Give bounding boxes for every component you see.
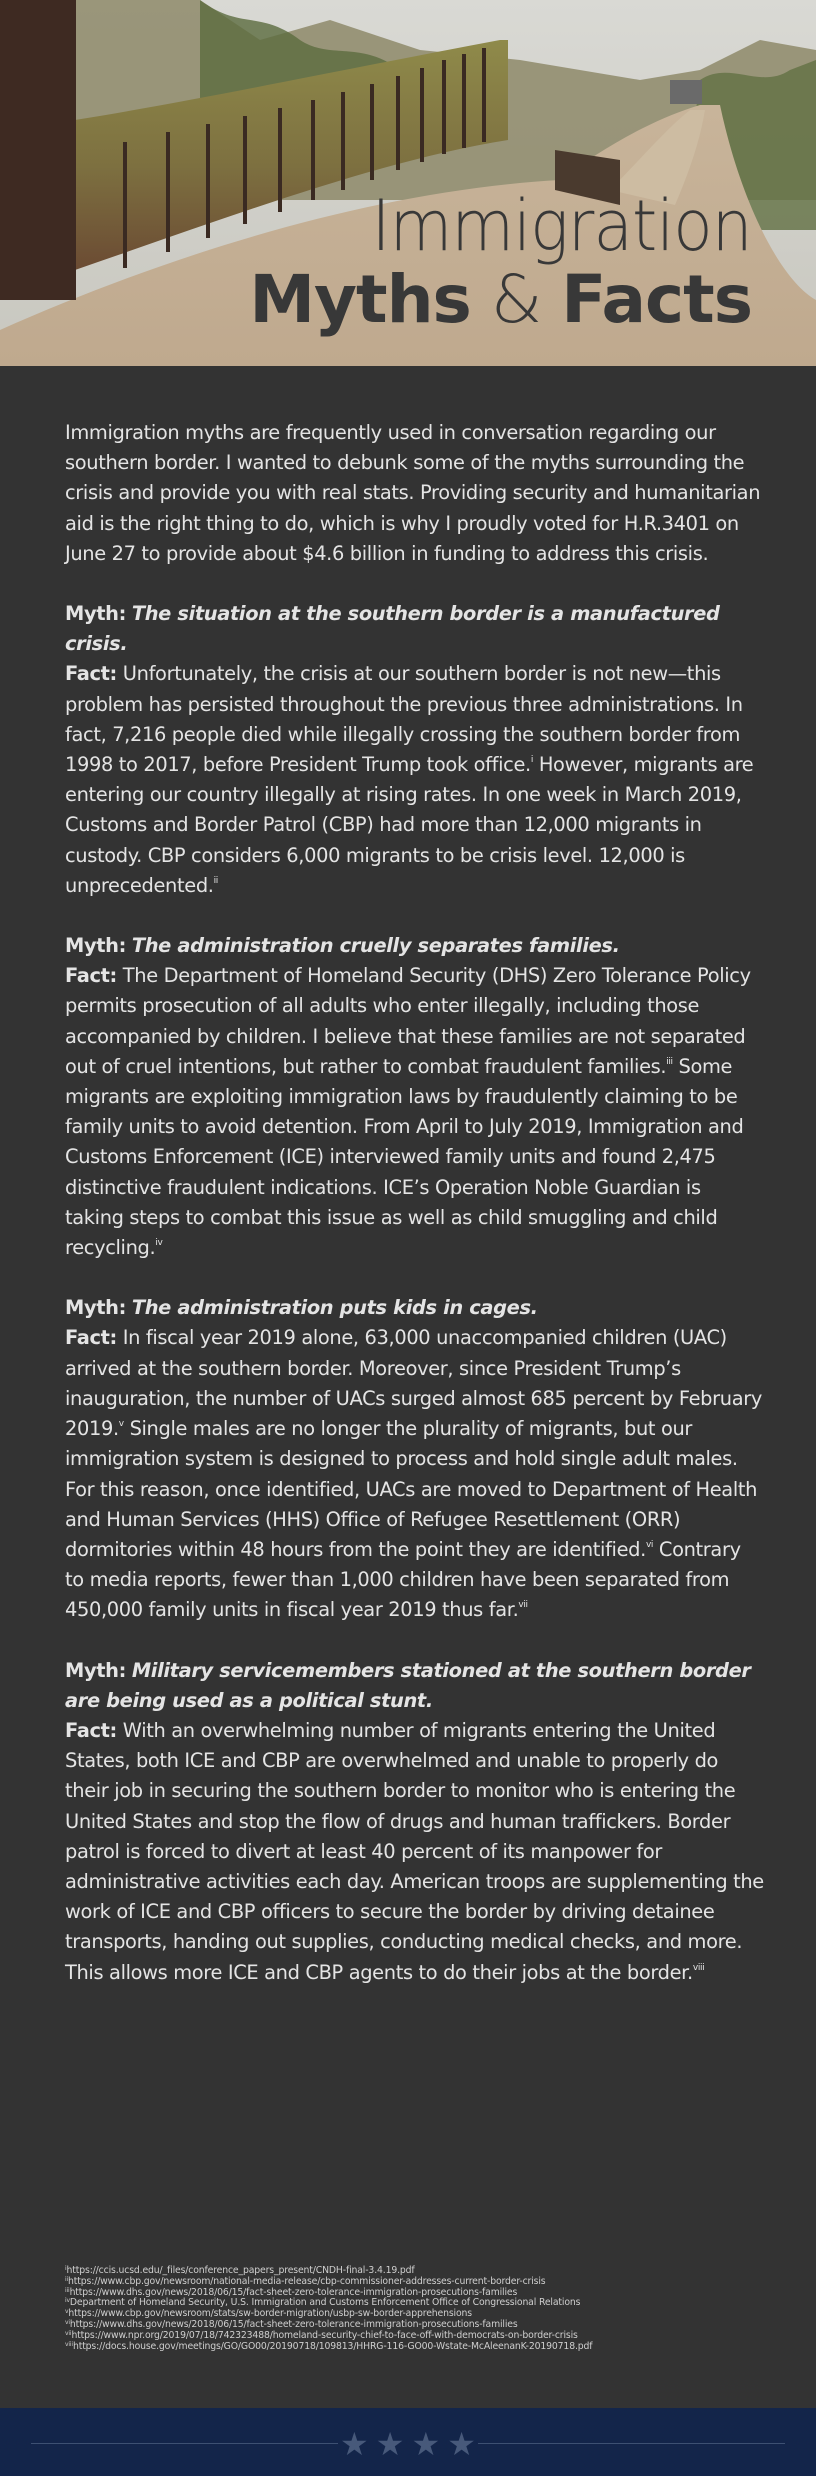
star-icon: ★ (375, 2425, 405, 2463)
fact-text: However, migrants are entering our country illegally at rising rates. In one week in March 2019, Customs and Border Patrol (CBP) had more than 12,000 migrants in custody. CBP considers 6,000 migrants to be crisis level. 12,000 is unprecedented. (65, 753, 754, 897)
fact-statement (65, 659, 765, 901)
myth-statement (65, 1293, 765, 1323)
fact-text: In fiscal year 2019 alone, 63,000 unaccompanied children (UAC) arrived at the southern border. Moreover, since President Trump’s inauguration, the number of UACs surged almost 685 percent by February 2019. (65, 1326, 762, 1441)
myth-statement (65, 1656, 765, 1716)
footnote-link[interactable]: https://docs.house.gov/meetings/GO/GO00/20190718/109813/HHRG-116-GO00-Wstate-McAleenanK-20190718.pdf (72, 2340, 593, 2352)
myth-label: Myth: (65, 934, 127, 958)
footnote-item[interactable] (65, 2342, 765, 2353)
footnote-mark: viii (65, 2340, 73, 2348)
title-facts: Facts (561, 261, 752, 338)
fact-label: Fact: (65, 964, 117, 988)
footnote-ref: i (530, 755, 534, 766)
footnote-ref: iv (155, 1238, 163, 1249)
footnote-mark: vi (65, 2318, 70, 2326)
fact-label: Fact: (65, 662, 117, 686)
footer-band (0, 2408, 816, 2476)
myth-text: The situation at the southern border is a manufactured crisis. (65, 602, 720, 656)
footnote-link[interactable]: https://ccis.ucsd.edu/_files/conference_papers_present/CNDH-final-3.4.19.pdf (66, 2265, 415, 2276)
footnote-mark: iii (65, 2286, 70, 2294)
footnote-ref: ii (213, 875, 218, 886)
star-icon: ★ (411, 2425, 441, 2463)
footnote-link[interactable]: https://www.dhs.gov/news/2018/06/15/fact-sheet-zero-tolerance-immigration-prosecutions-families (69, 2318, 518, 2330)
title-ampersand: & (490, 261, 542, 338)
fact-statement (65, 1323, 765, 1625)
article-body (65, 418, 765, 2018)
footer-divider-right (478, 2443, 785, 2444)
footnote-mark: iv (65, 2297, 70, 2305)
intro-paragraph: Immigration myths are frequently used in conversation regarding our southern border. I wanted to debunk some of the myths surrounding the crisis and provide you with real stats. Providing security and humanitarian aid is the right thing to do, which is why I proudly voted for H.R.3401 on June 27 to provide about $4.6 billion in funding to address this crisis. (65, 421, 761, 565)
myth-statement (65, 599, 765, 659)
myth-text: The administration puts kids in cages. (131, 1296, 538, 1320)
fact-label: Fact: (65, 1326, 117, 1350)
footer-divider-left (31, 2443, 338, 2444)
myth-fact-block (65, 1293, 765, 1625)
fact-label: Fact: (65, 1718, 117, 1742)
fact-text: Contrary to media reports, fewer than 1,000 children have been separated from 450,000 family units in fiscal year 2019 thus far. (65, 1537, 741, 1622)
footnotes-list (65, 2266, 765, 2352)
header-banner (0, 0, 816, 366)
footer-stars (340, 2425, 476, 2463)
footnote-link[interactable]: https://www.cbp.gov/newsroom/stats/sw-border-migration/usbp-sw-border-apprehensions (68, 2308, 472, 2320)
fact-text: Unfortunately, the crisis at our southern border is not new—this problem has persisted throughout the previous three administrations. In fact, 7,216 people died while illegally crossing the southern border from 1998 to 2017, before President Trump took office. (65, 662, 743, 777)
fact-statement (65, 1716, 765, 1988)
myth-label: Myth: (65, 1296, 127, 1320)
footnote-mark: v (65, 2308, 69, 2316)
footnote-link[interactable]: https://www.npr.org/2019/07/18/742323488/homeland-security-chief-to-face-off-with-democrats-on-border-crisis (71, 2329, 578, 2341)
myth-fact-block (65, 931, 765, 1263)
footnote-mark: i (65, 2265, 67, 2272)
star-icon: ★ (340, 2425, 369, 2463)
star-icon: ★ (447, 2425, 476, 2463)
footnote-ref: v (118, 1419, 124, 1430)
page-title (249, 185, 752, 338)
footnote-source: Department of Homeland Security, U.S. Immigration and Customs Enforcement Office of Congressional Relations (69, 2297, 581, 2309)
fact-text: Single males are no longer the plurality of migrants, but our immigration system is designed to process and hold single adult males. For this reason, once identified, UACs are moved to Department of Health and Human Services (HHS) Office of Refugee Resettlement (ORR) dormitories within 48 hours from the point they are identified. (65, 1417, 758, 1561)
footnote-ref: vi (645, 1539, 654, 1550)
fact-text: The Department of Homeland Security (DHS) Zero Tolerance Policy permits prosecution of all adults who enter illegally, including those accompanied by children. I believe that these families are not separated out of cruel intentions, but rather to combat fraudulent families. (65, 964, 751, 1078)
myth-text: The administration cruelly separates families. (131, 934, 620, 958)
footnote-mark: ii (65, 2275, 69, 2283)
myth-fact-block (65, 1656, 765, 1988)
fact-statement (65, 961, 765, 1263)
footnote-link[interactable]: https://www.cbp.gov/newsroom/national-media-release/cbp-commissioner-addresses-current-border-crisis (68, 2275, 546, 2287)
footnote-ref: iii (666, 1056, 673, 1067)
myth-label: Myth: (65, 1658, 127, 1682)
footnote-ref: vii (518, 1600, 528, 1611)
title-line-myths-facts (249, 261, 752, 338)
title-myths: Myths (249, 261, 471, 338)
title-line-immigration: Immigration (371, 185, 752, 267)
myth-text: Military servicemembers stationed at the southern border are being used as a political stunt. (65, 1658, 751, 1712)
myth-fact-block (65, 599, 765, 901)
footnote-ref: viii (692, 1962, 705, 1973)
fact-text: With an overwhelming number of migrants entering the United States, both ICE and CBP are overwhelmed and unable to properly do their job in securing the southern border to monitor who is entering the United States and stop the flow of drugs and human traffickers. Border patrol is forced to divert at least 40 percent of its manpower for administrative activities each day. American troops are supplementing the work of ICE and CBP officers to secure the border by driving detainee transports, handing out supplies, conducting medical checks, and more. This allows more ICE and CBP agents to do their jobs at the border. (65, 1718, 764, 1984)
footnote-link[interactable]: https://www.dhs.gov/news/2018/06/15/fact-sheet-zero-tolerance-immigration-prosecutions-families (69, 2286, 518, 2298)
myth-label: Myth: (65, 602, 127, 626)
myth-statement (65, 931, 765, 961)
fact-text: Some migrants are exploiting immigration laws by fraudulently claiming to be family units to avoid detention. From April to July 2019, Immigration and Customs Enforcement (ICE) interviewed family units and found 2,475 distinctive fraudulent indications. ICE’s Operation Noble Guardian is taking steps to combat this issue as well as child smuggling and child recycling. (65, 1054, 744, 1260)
footnote-mark: vii (65, 2329, 72, 2337)
